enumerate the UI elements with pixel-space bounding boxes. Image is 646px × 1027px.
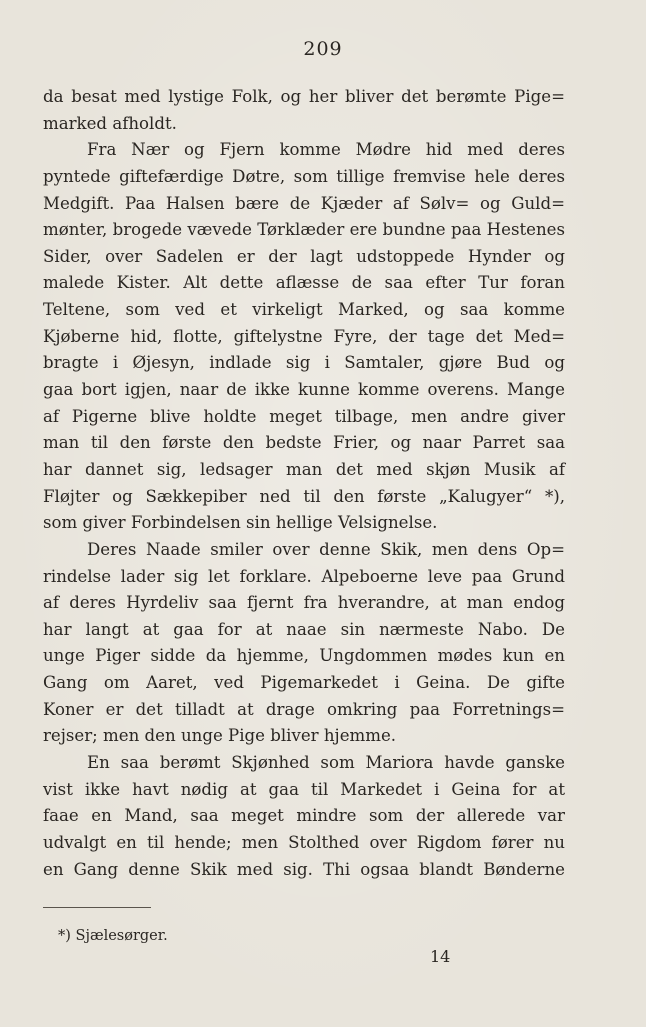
- text-line: rindelse lader sig let forklare. Alpeboerne leve paa Grund: [43, 566, 565, 586]
- text-line: unge Piger sidde da hjemme, Ungdommen mødes kun en: [43, 646, 565, 666]
- text-line: pyntede giftefærdige Døtre, som tillige fremvise hele deres: [43, 166, 565, 186]
- text-line: faae en Mand, saa meget mindre som der allerede var: [43, 806, 565, 826]
- text-line: da besat med lystige Folk, og her bliver det berømte Pige=: [43, 87, 565, 106]
- text-line: har dannet sig, ledsager man det med skjøn Musik af: [43, 459, 565, 479]
- text-line: Fløjter og Sækkepiber ned til den første „Kalugyer“ *),: [43, 486, 565, 506]
- text-line: mønter, brogede vævede Tørklæder ere bundne paa Hestenes: [43, 220, 565, 240]
- text-line: Kjøberne hid, flotte, giftelystne Fyre, der tage det Med=: [43, 326, 565, 346]
- text-line: af deres Hyrdeliv saa fjernt fra hverandre, at man endog: [43, 593, 565, 613]
- text-line: Koner er det tilladt at drage omkring paa Forretnings=: [43, 699, 565, 719]
- text-line: Deres Naade smiler over denne Skik, men dens Op=: [87, 539, 565, 559]
- text-line: har langt at gaa for at naae sin nærmeste Nabo. De: [43, 619, 565, 639]
- text-line: malede Kister. Alt dette aflæsse de saa efter Tur foran: [43, 273, 565, 293]
- footnote: *) Sjælesørger.: [58, 928, 168, 944]
- text-line: udvalgt en til hende; men Stolthed over Rigdom fører nu: [43, 832, 565, 852]
- text-line: Medgift. Paa Halsen bære de Kjæder af Sølv= og Guld=: [43, 193, 565, 213]
- signature-mark: 14: [430, 947, 451, 966]
- footnote-rule: [43, 907, 151, 908]
- text-line: en Gang denne Skik med sig. Thi ogsaa blandt Bønderne: [43, 859, 565, 879]
- text-line: Sider, over Sadelen er der lagt udstoppede Hynder og: [43, 246, 565, 266]
- text-line: vist ikke havt nødig at gaa til Markedet i Geina for at: [43, 779, 565, 799]
- text-line: som giver Forbindelsen sin hellige Velsignelse.: [43, 513, 438, 533]
- text-line: En saa berømt Skjønhed som Mariora havde ganske: [87, 753, 565, 773]
- text-line: af Pigerne blive holdte meget tilbage, men andre giver: [43, 406, 565, 426]
- text-line: man til den første den bedste Frier, og naar Parret saa: [43, 433, 565, 453]
- page-number: 209: [303, 38, 343, 60]
- text-line: Gang om Aaret, ved Pigemarkedet i Geina. De gifte: [43, 673, 565, 693]
- text-line: marked afholdt.: [43, 113, 177, 133]
- body-text: [43, 84, 565, 883]
- text-line: rejser; men den unge Pige bliver hjemme.: [43, 726, 397, 746]
- text-line: Fra Nær og Fjern komme Mødre hid med deres: [87, 140, 565, 160]
- text-line: gaa bort igjen, naar de ikke kunne komme overens. Mange: [43, 380, 565, 400]
- text-line: bragte i Øjesyn, indlade sig i Samtaler, gjøre Bud og: [43, 353, 565, 373]
- text-line: Teltene, som ved et virkeligt Marked, og saa komme: [43, 300, 565, 320]
